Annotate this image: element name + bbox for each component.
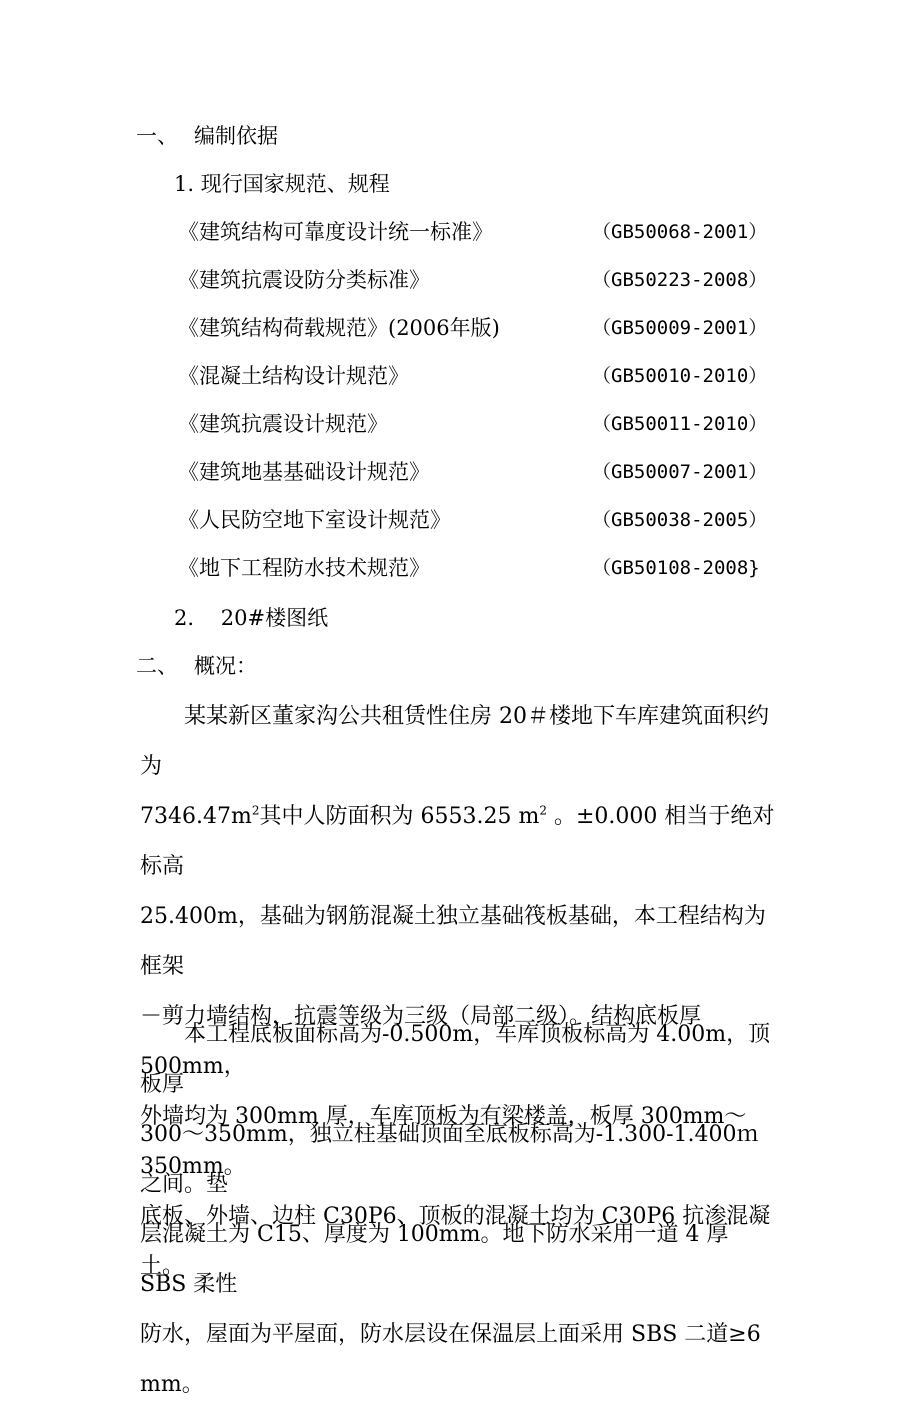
text-line: 某某新区董家沟公共租赁性住房 20＃楼地下车库建筑面积约为 <box>140 704 769 779</box>
area-value: 7346.47m <box>140 804 252 829</box>
reference-code: （GB50007-2001） <box>592 461 768 483</box>
text-line: 本工程底板面标高为-0.500m，车库顶板标高为 4.00m，顶板厚 <box>140 1022 771 1097</box>
subsection-heading-1: 1. 现行国家规范、规程 <box>174 172 390 196</box>
text-line <box>140 792 780 892</box>
section-title: 概况： <box>194 654 257 678</box>
section-number: 一、 <box>136 124 178 148</box>
reference-code: （GB50108-2008} <box>592 557 760 579</box>
text-line: 外墙均为 300mm 厚，车库顶板为有梁楼盖，板厚 300mm～350mm。 <box>140 1104 747 1179</box>
paragraph-elevations <box>140 1010 780 1410</box>
reference-code: （GB50009-2001） <box>592 317 768 339</box>
superscript: 2 <box>539 803 547 818</box>
superscript: 2 <box>251 803 260 818</box>
reference-title: 《地下工程防水技术规范》 <box>178 556 430 580</box>
reference-code: （GB50011-2010） <box>592 413 768 435</box>
text-line: 底板、外墙、边柱 C30P6、顶板的混凝土均为 C30P6 抗渗混凝土。 <box>140 1204 771 1279</box>
reference-title: 《人民防空地下室设计规范》 <box>178 508 451 532</box>
reference-code: （GB50010-2010） <box>592 365 768 387</box>
reference-title: 《建筑地基基础设计规范》 <box>178 460 430 484</box>
text-line: 25.400m，基础为钢筋混凝土独立基础筏板基础，本工程结构为框架 <box>140 904 766 979</box>
reference-code: （GB50038-2005） <box>592 509 768 531</box>
text-line: 层混凝土为 C15、厚度为 100mm。地下防水采用一道 4 厚 SBS 柔性 <box>140 1222 729 1297</box>
subsection-title: 20#楼图纸 <box>220 606 329 630</box>
reference-code: （GB50223-2008） <box>592 269 768 291</box>
reference-code: （GB50068-2001） <box>592 221 768 243</box>
subsection-number: 2. <box>174 606 195 630</box>
reference-title: 《建筑抗震设防分类标准》 <box>178 268 430 292</box>
text-segment: 其中人防面积为 6553.25 m <box>259 804 540 829</box>
section-title: 编制依据 <box>194 124 278 148</box>
section-heading-1 <box>136 121 278 151</box>
reference-title: 《混凝土结构设计规范》 <box>178 364 409 388</box>
text-line: 防水，屋面为平屋面，防水层设在保温层上面采用 SBS 二道≥6 mm。 <box>140 1322 761 1397</box>
text-line: 300～350mm，独立柱基础顶面至底板标高为-1.300-1.400ｍ之间。垫 <box>140 1122 759 1197</box>
reference-title: 《建筑结构可靠度设计统一标准》 <box>178 220 493 244</box>
section-number: 二、 <box>136 654 178 678</box>
reference-title: 《建筑抗震设计规范》 <box>178 412 388 436</box>
text-segment: 。±0.000 相当于绝对标高 <box>140 804 775 879</box>
subsection-heading-2 <box>174 603 328 633</box>
text-line: －剪力墙结构，抗震等级为三级（局部二级）。结构底板厚 500mm， <box>140 1004 702 1079</box>
section-heading-2 <box>136 651 257 681</box>
reference-title: 《建筑结构荷载规范》(2006年版) <box>178 316 500 340</box>
